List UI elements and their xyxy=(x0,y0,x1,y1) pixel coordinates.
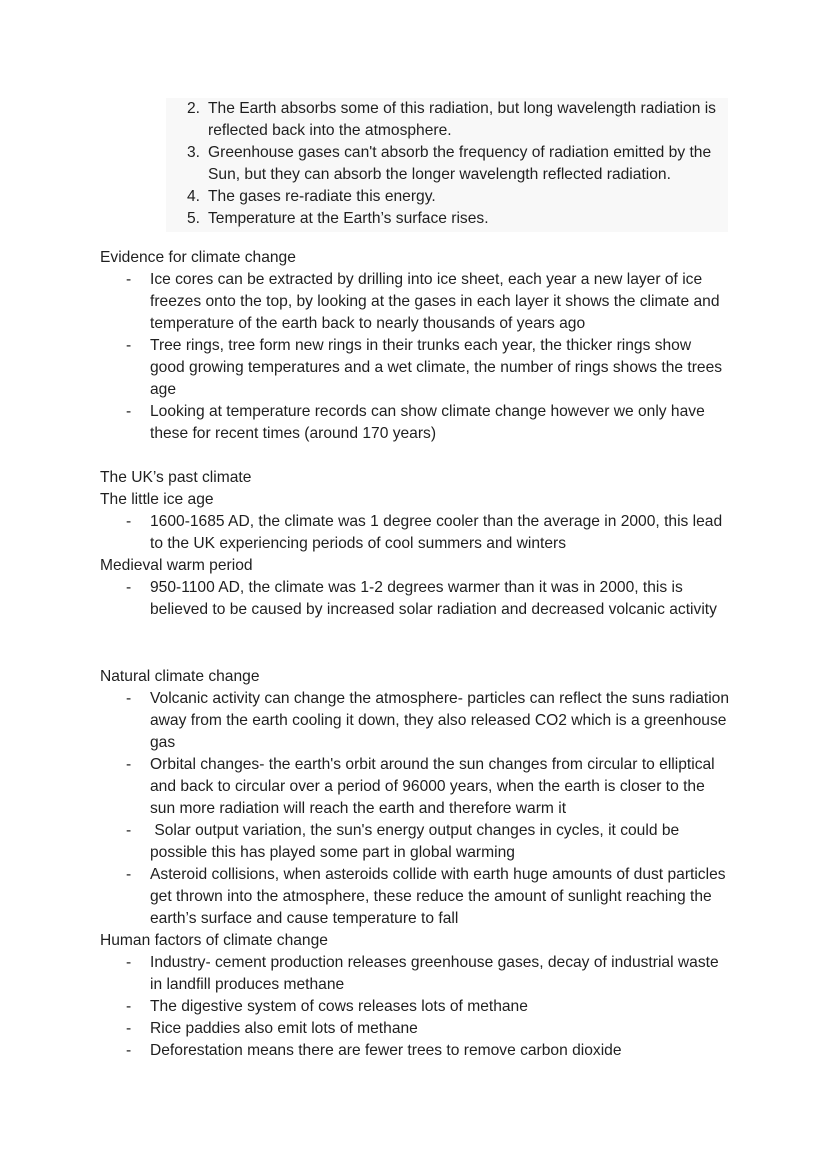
numbered-list xyxy=(166,98,728,232)
bullet-dash: - xyxy=(126,866,132,883)
list-text: Greenhouse gases can't absorb the frequency of radiation emitted by the Sun, but they can absorb the longer wavelength reflected radiation. xyxy=(208,144,712,183)
subsection-heading: The little ice age xyxy=(100,491,214,508)
bullet-item xyxy=(100,820,740,864)
bullet-item xyxy=(100,1040,740,1062)
list-item xyxy=(166,142,728,186)
list-number: 5. xyxy=(186,210,200,227)
bullet-item xyxy=(100,577,740,621)
bullet-item xyxy=(100,269,740,335)
section-heading: Evidence for climate change xyxy=(100,249,296,266)
bullet-item xyxy=(100,511,740,555)
bullet-text: Tree rings, tree form new rings in their trunks each year, the thicker rings show good growing temperatures and a wet climate, the number of rings shows the trees age xyxy=(150,337,723,398)
bullet-item xyxy=(100,754,740,820)
uk-past-section xyxy=(100,467,740,621)
evidence-section xyxy=(100,247,740,445)
list-item xyxy=(166,208,728,230)
subsection-heading: Medieval warm period xyxy=(100,557,253,574)
list-number: 4. xyxy=(186,188,200,205)
bullet-item xyxy=(100,401,740,445)
list-number: 3. xyxy=(186,144,200,161)
bullet-text: 1600-1685 AD, the climate was 1 degree cooler than the average in 2000, this lead to the UK experiencing periods of cool summers and winters xyxy=(150,513,723,552)
bullet-dash: - xyxy=(126,756,132,773)
bullet-text: Looking at temperature records can show climate change however we only have these for recent times (around 170 years) xyxy=(150,403,705,442)
bullet-text: Solar output variation, the sun's energy output changes in cycles, it could be possible this has played some part in global warming xyxy=(150,822,684,861)
bullet-dash: - xyxy=(126,271,132,288)
bullet-text: Ice cores can be extracted by drilling into ice sheet, each year a new layer of ice freezes onto the top, by looking at the gases in each layer it shows the climate and temperature of the earth back to nearly thousands of years ago xyxy=(150,271,720,332)
bullet-item xyxy=(100,952,740,996)
bullet-dash: - xyxy=(126,690,132,707)
list-text: The Earth absorbs some of this radiation, but long wavelength radiation is reflected back into the atmosphere. xyxy=(208,100,716,139)
section-heading: Human factors of climate change xyxy=(100,932,328,949)
section-heading: Natural climate change xyxy=(100,668,260,685)
section-heading: The UK’s past climate xyxy=(100,469,252,486)
bullet-item xyxy=(100,996,740,1018)
list-text: Temperature at the Earth’s surface rises. xyxy=(208,210,489,227)
bullet-dash: - xyxy=(126,954,132,971)
bullet-item xyxy=(100,864,740,930)
bullet-dash: - xyxy=(126,1042,132,1059)
bullet-text: Orbital changes- the earth's orbit around the sun changes from circular to elliptical and back to circular over a period of 96000 years, when the earth is closer to the sun more radiation will reach the earth and therefore warm it xyxy=(150,756,715,817)
bullet-text: Rice paddies also emit lots of methane xyxy=(150,1020,418,1037)
bullet-dash: - xyxy=(126,579,132,596)
list-number: 2. xyxy=(186,100,200,117)
bullet-dash: - xyxy=(126,822,132,839)
natural-section xyxy=(100,666,740,1062)
bullet-item xyxy=(100,1018,740,1040)
bullet-item xyxy=(100,688,740,754)
list-text: The gases re-radiate this energy. xyxy=(208,188,436,205)
bullet-text: 950-1100 AD, the climate was 1-2 degrees warmer than it was in 2000, this is believed to be caused by increased solar radiation and decreased volcanic activity xyxy=(150,579,717,618)
list-item xyxy=(166,98,728,142)
bullet-dash: - xyxy=(126,403,132,420)
bullet-item xyxy=(100,335,740,401)
bullet-dash: - xyxy=(126,337,132,354)
bullet-text: Volcanic activity can change the atmosphere- particles can reflect the suns radiation away from the earth cooling it down, they also released CO2 which is a greenhouse gas xyxy=(150,690,730,751)
bullet-dash: - xyxy=(126,1020,132,1037)
bullet-text: Industry- cement production releases greenhouse gases, decay of industrial waste in landfill produces methane xyxy=(150,954,719,993)
bullet-dash: - xyxy=(126,513,132,530)
bullet-text: Asteroid collisions, when asteroids collide with earth huge amounts of dust particles get thrown into the atmosphere, these reduce the amount of sunlight reaching the earth’s surface and cause temperature to fall xyxy=(150,866,726,927)
list-item xyxy=(166,186,728,208)
bullet-dash: - xyxy=(126,998,132,1015)
bullet-text: The digestive system of cows releases lots of methane xyxy=(150,998,528,1015)
bullet-text: Deforestation means there are fewer trees to remove carbon dioxide xyxy=(150,1042,622,1059)
